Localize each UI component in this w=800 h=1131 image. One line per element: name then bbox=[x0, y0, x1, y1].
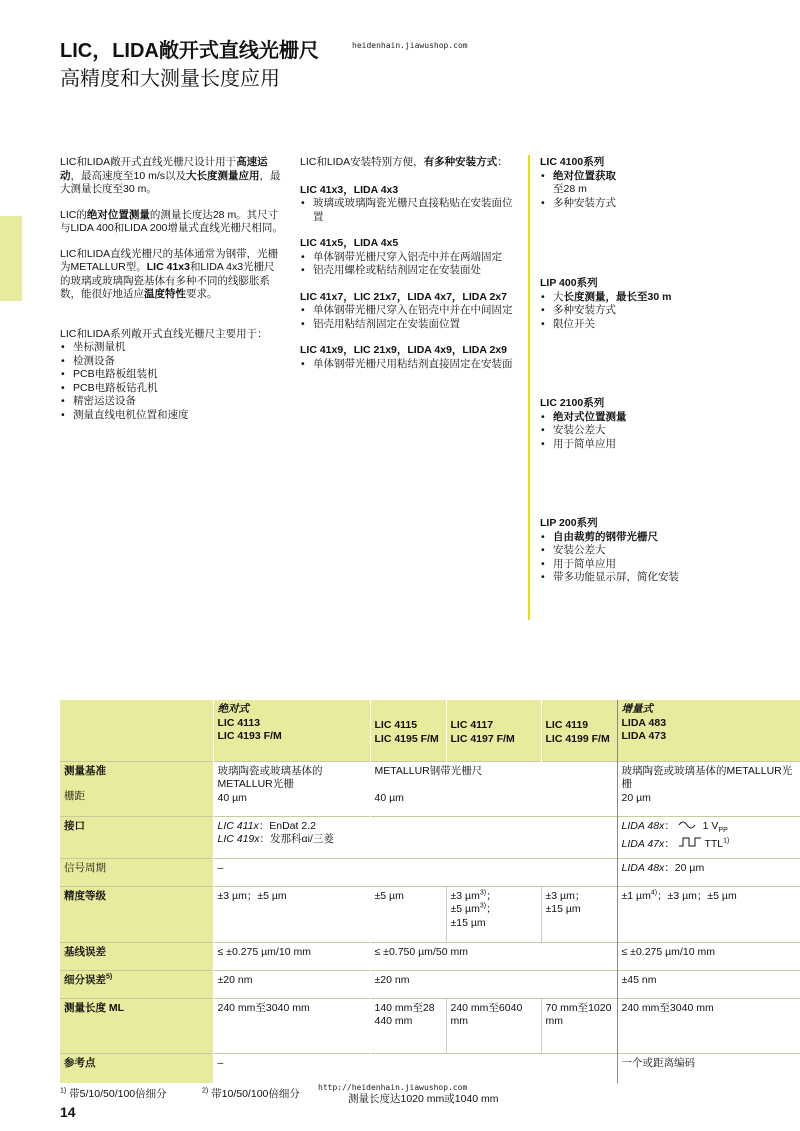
series-lic2100: LIC 2100系列 • 绝对式位置测量 • 安装公差大 • 用于简单应用 bbox=[540, 397, 790, 464]
page-subtitle: 高精度和大测量长度应用 bbox=[60, 68, 280, 90]
table-row: 参考点 – 一个或距离编码 bbox=[60, 1053, 800, 1083]
list-item: • 精密运送设备 bbox=[60, 395, 285, 409]
incremental-label: 增量式 bbox=[621, 703, 653, 715]
list-item: • PCB电路板钻孔机 bbox=[60, 382, 285, 396]
table-row: 信号周期 – LIDA 48x：20 µm bbox=[60, 858, 800, 886]
list-item: • PCB电路板组装机 bbox=[60, 368, 285, 382]
mounting-group-title: LIC 41x3，LIDA 4x3 bbox=[300, 183, 399, 196]
list-item: • 测量直线电机位置和速度 bbox=[60, 409, 285, 423]
mounting-group-list bbox=[300, 304, 520, 331]
series-lic4100: LIC 4100系列 • 绝对位置获取 至28 m • 多种安装方式 bbox=[540, 156, 790, 223]
table-header-row: 绝对式 LIC 4113 LIC 4193 F/M LIC 4115 LIC 4195 F/M LIC 4117 LIC 4197 F/M LIC 4119 LIC 4199 F/M 增量式 LIDA 483 LIDA 473 bbox=[60, 700, 800, 761]
list-item: • 铝壳用螺栓或粘结剂固定在安装面处 bbox=[300, 264, 520, 278]
footnote-1: $^{1)}$ 带5/10/50/100倍细分 bbox=[60, 1087, 167, 1100]
square-wave-icon bbox=[678, 837, 702, 847]
list-item: • 单体钢带光栅尺穿入铝壳中并在两端固定 bbox=[300, 251, 520, 265]
mounting-group-title: LIC 41x7，LIC 21x7，LIDA 4x7，LIDA 2x7 bbox=[300, 290, 507, 303]
footnote-2: $^{2)}$ 带10/50/100倍细分 bbox=[202, 1087, 300, 1100]
table-row: 细分误差$^{5)}$ ±20 nm ±20 nm ±45 nm bbox=[60, 970, 800, 998]
spec-table bbox=[60, 700, 800, 1083]
mounting-group-list bbox=[300, 251, 520, 278]
list-item: • 检测设备 bbox=[60, 355, 285, 369]
page-title: LIC，LIDA敞开式直线光栅尺 bbox=[60, 40, 319, 62]
section-tab-marker bbox=[0, 216, 22, 301]
intro-paragraph-2: LIC的绝对位置测量的测量长度达28 m。其尺寸与LIDA 400和LIDA 200增量式直线光栅尺相同。 bbox=[60, 208, 283, 234]
mounting-group-title: LIC 41x9，LIC 21x9，LIDA 4x9，LIDA 2x9 bbox=[300, 344, 507, 356]
table-row: 基线误差 ≤ ±0.275 µm/10 mm ≤ ±0.750 µm/50 mm ≤ ±0.275 µm/10 mm bbox=[60, 942, 800, 970]
mounting-group-list bbox=[300, 197, 520, 224]
series-title: LIC 4100系列 bbox=[540, 156, 605, 168]
list-item: • 玻璃或玻璃陶瓷光栅尺直接粘贴在安装面位置 bbox=[300, 197, 520, 224]
list-item: • 铝壳用粘结剂固定在安装面位置 bbox=[300, 318, 520, 332]
series-lip200: LIP 200系列 • 自由裁剪的钢带光栅尺 • 安装公差大 • 用于简单应用 • 带多功能显示屏，简化安装 bbox=[540, 517, 790, 598]
series-title: LIP 400系列 bbox=[540, 277, 598, 289]
watermark-url-top: heidenhain.jiawushop.com bbox=[352, 41, 468, 50]
intro-paragraph-1: LIC和LIDA敞开式直线光栅尺设计用于高速运动，最高速度至10 m/s以及大长度测量应用，最大测量长度至30 m。 bbox=[60, 156, 281, 195]
sine-signal-icon bbox=[678, 820, 700, 829]
table-row: 测量长度 ML 240 mm至3040 mm 140 mm至28 440 mm 240 mm至6040 mm 70 mm至1020 mm 240 mm至3040 mm bbox=[60, 998, 800, 1053]
applications-list bbox=[60, 341, 285, 422]
series-title: LIP 200系列 bbox=[540, 517, 598, 529]
applications-intro: LIC和LIDA系列敞开式直线光栅尺主要用于： bbox=[60, 327, 268, 340]
intro-paragraph-3: LIC和LIDA直线光栅尺的基体通常为钢带，光栅为METALLUR型。LIC 41x3和LIDA 4x3光栅尺的玻璃或玻璃陶瓷基体有多种不同的线膨胀系数，能很好地适应温度特性要求。 bbox=[60, 247, 279, 300]
watermark-url-bottom: http://heidenhain.jiawushop.com bbox=[318, 1083, 468, 1092]
mounting-column bbox=[300, 156, 520, 384]
table-row: 精度等级 ±3 µm；±5 µm ±5 µm ±3 µm$^{3)}$； ±5 µm$^{3)}$； ±15 µm ±3 µm； ±15 µm ±1 µm$^{4)}$；±3 µm；±5 µm bbox=[60, 886, 800, 942]
series-lip400: LIP 400系列 • 大长度测量，最长至30 m • 多种安装方式 • 限位开关 bbox=[540, 277, 790, 344]
intro-column bbox=[60, 156, 285, 435]
mounting-group-title: LIC 41x5，LIDA 4x5 bbox=[300, 237, 399, 249]
mounting-intro: LIC和LIDA安装特别方便，有多种安装方式： bbox=[300, 156, 508, 168]
series-title: LIC 2100系列 bbox=[540, 397, 605, 409]
page-number: 14 bbox=[60, 1104, 76, 1120]
list-item: • 单体钢带光栅尺穿入在铝壳中并在中间固定 bbox=[300, 304, 520, 318]
table-row: 测量基准 栅距 玻璃陶瓷或玻璃基体的METALLUR光栅 40 µm METALLUR钢带光栅尺 40 µm 玻璃陶瓷或玻璃基体的METALLUR光栅 20 µm bbox=[60, 761, 800, 816]
list-item: • 单体钢带光栅尺用粘结剂直接固定在安装面 bbox=[300, 358, 520, 372]
series-divider-rule bbox=[528, 155, 530, 620]
footnote-3: 测量长度达1020 mm或1040 mm bbox=[348, 1093, 499, 1105]
table-row: 接口 LIC 411x：EnDat 2.2 LIC 419x：发那科αi/三菱 LIDA 48x： 1 $V_{PP}$ LIDA 47x： TTL$^{1)}$ bbox=[60, 816, 800, 858]
list-item: • 坐标测量机 bbox=[60, 341, 285, 355]
mounting-group-list bbox=[300, 358, 520, 372]
absolute-label: 绝对式 bbox=[217, 703, 249, 715]
